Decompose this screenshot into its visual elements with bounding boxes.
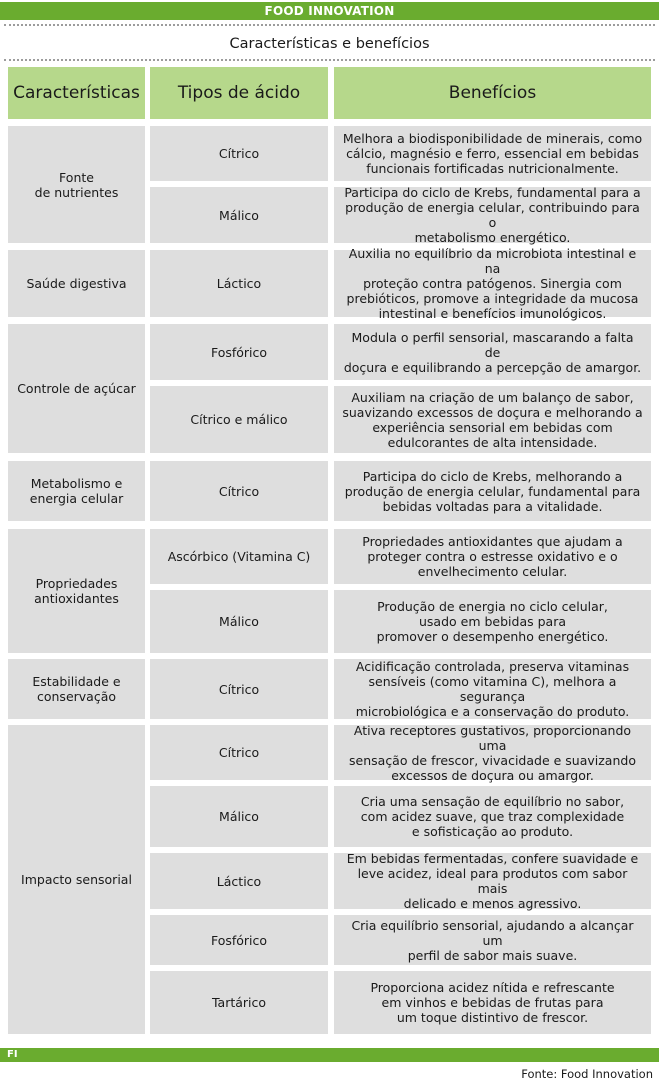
acid-type-cell: Tartárico — [150, 971, 328, 1034]
benefit-cell: Participa do ciclo de Krebs, melhorando a produção de energia celular, fundamental para bebidas voltadas para a vitalidade. — [334, 461, 651, 521]
dotted-divider — [4, 59, 655, 61]
brand-bar: FOOD INNOVATION — [0, 2, 659, 20]
acid-type-cell: Cítrico e málico — [150, 386, 328, 453]
benefit-cell: Em bebidas fermentadas, confere suavidade e leve acidez, ideal para produtos com sabor mais delicado e menos agressivo. — [334, 853, 651, 909]
page-title: Características e benefícios — [229, 36, 430, 52]
acid-type-cell: Cítrico — [150, 725, 328, 780]
benefit-cell: Modula o perfil sensorial, mascarando a falta de doçura e equilibrando a percepção de amargor. — [334, 324, 651, 380]
header-caracteristicas: Características — [8, 67, 145, 119]
caracteristica-cell: Fonte de nutrientes — [8, 126, 145, 243]
benefit-cell: Cria equilíbrio sensorial, ajudando a alcançar um perfil de sabor mais suave. — [334, 915, 651, 965]
dotted-divider — [4, 24, 655, 26]
acid-type-cell: Málico — [150, 187, 328, 243]
acid-type-cell: Cítrico — [150, 461, 328, 521]
benefit-cell: Participa do ciclo de Krebs, fundamental para a produção de energia celular, contribuindo para o metabolismo energético. — [334, 187, 651, 243]
footer-bar: FI — [0, 1048, 659, 1062]
benefit-cell: Proporciona acidez nítida e refrescante em vinhos e bebidas de frutas para um toque distintivo de frescor. — [334, 971, 651, 1034]
benefit-cell: Acidificação controlada, preserva vitaminas sensíveis (como vitamina C), melhora a segurança microbiológica e a conservação do produto. — [334, 659, 651, 719]
acid-type-cell: Málico — [150, 786, 328, 847]
caracteristica-cell: Propriedades antioxidantes — [8, 529, 145, 653]
acid-type-cell: Ascórbico (Vitamina C) — [150, 529, 328, 584]
caracteristica-cell: Impacto sensorial — [8, 725, 145, 1034]
acid-type-cell: Láctico — [150, 853, 328, 909]
benefit-cell: Produção de energia no ciclo celular, usado em bebidas para promover o desempenho energético. — [334, 590, 651, 653]
benefit-cell: Propriedades antioxidantes que ajudam a proteger contra o estresse oxidativo e o envelhecimento celular. — [334, 529, 651, 584]
caracteristica-cell: Saúde digestiva — [8, 250, 145, 317]
acid-type-cell: Fosfórico — [150, 324, 328, 380]
caracteristica-cell: Controle de açúcar — [8, 324, 145, 453]
benefit-cell: Auxilia no equilíbrio da microbiota intestinal e na proteção contra patógenos. Sinergia com prebióticos, promove a integridade da mucosa intestinal e benefícios imunológicos. — [334, 250, 651, 317]
acid-type-cell: Láctico — [150, 250, 328, 317]
benefit-cell: Melhora a biodisponibilidade de minerais, como cálcio, magnésio e ferro, essencial em bebidas funcionais fortificadas nutricionalmente. — [334, 126, 651, 181]
header-beneficios: Benefícios — [334, 67, 651, 119]
caracteristica-cell: Estabilidade e conservação — [8, 659, 145, 719]
acid-type-cell: Cítrico — [150, 126, 328, 181]
header-tipos-de-acido: Tipos de ácido — [150, 67, 328, 119]
acid-type-cell: Cítrico — [150, 659, 328, 719]
benefit-cell: Auxiliam na criação de um balanço de sabor, suavizando excessos de doçura e melhorando a experiência sensorial em bebidas com edulcorantes de alta intensidade. — [334, 386, 651, 453]
acid-type-cell: Málico — [150, 590, 328, 653]
source-credit: Fonte: Food Innovation — [521, 1067, 653, 1081]
benefit-cell: Ativa receptores gustativos, proporcionando uma sensação de frescor, vivacidade e suavizando excessos de doçura ou amargor. — [334, 725, 651, 780]
benefit-cell: Cria uma sensação de equilíbrio no sabor, com acidez suave, que traz complexidade e sofisticação ao produto. — [334, 786, 651, 847]
acid-type-cell: Fosfórico — [150, 915, 328, 965]
caracteristica-cell: Metabolismo e energia celular — [8, 461, 145, 521]
